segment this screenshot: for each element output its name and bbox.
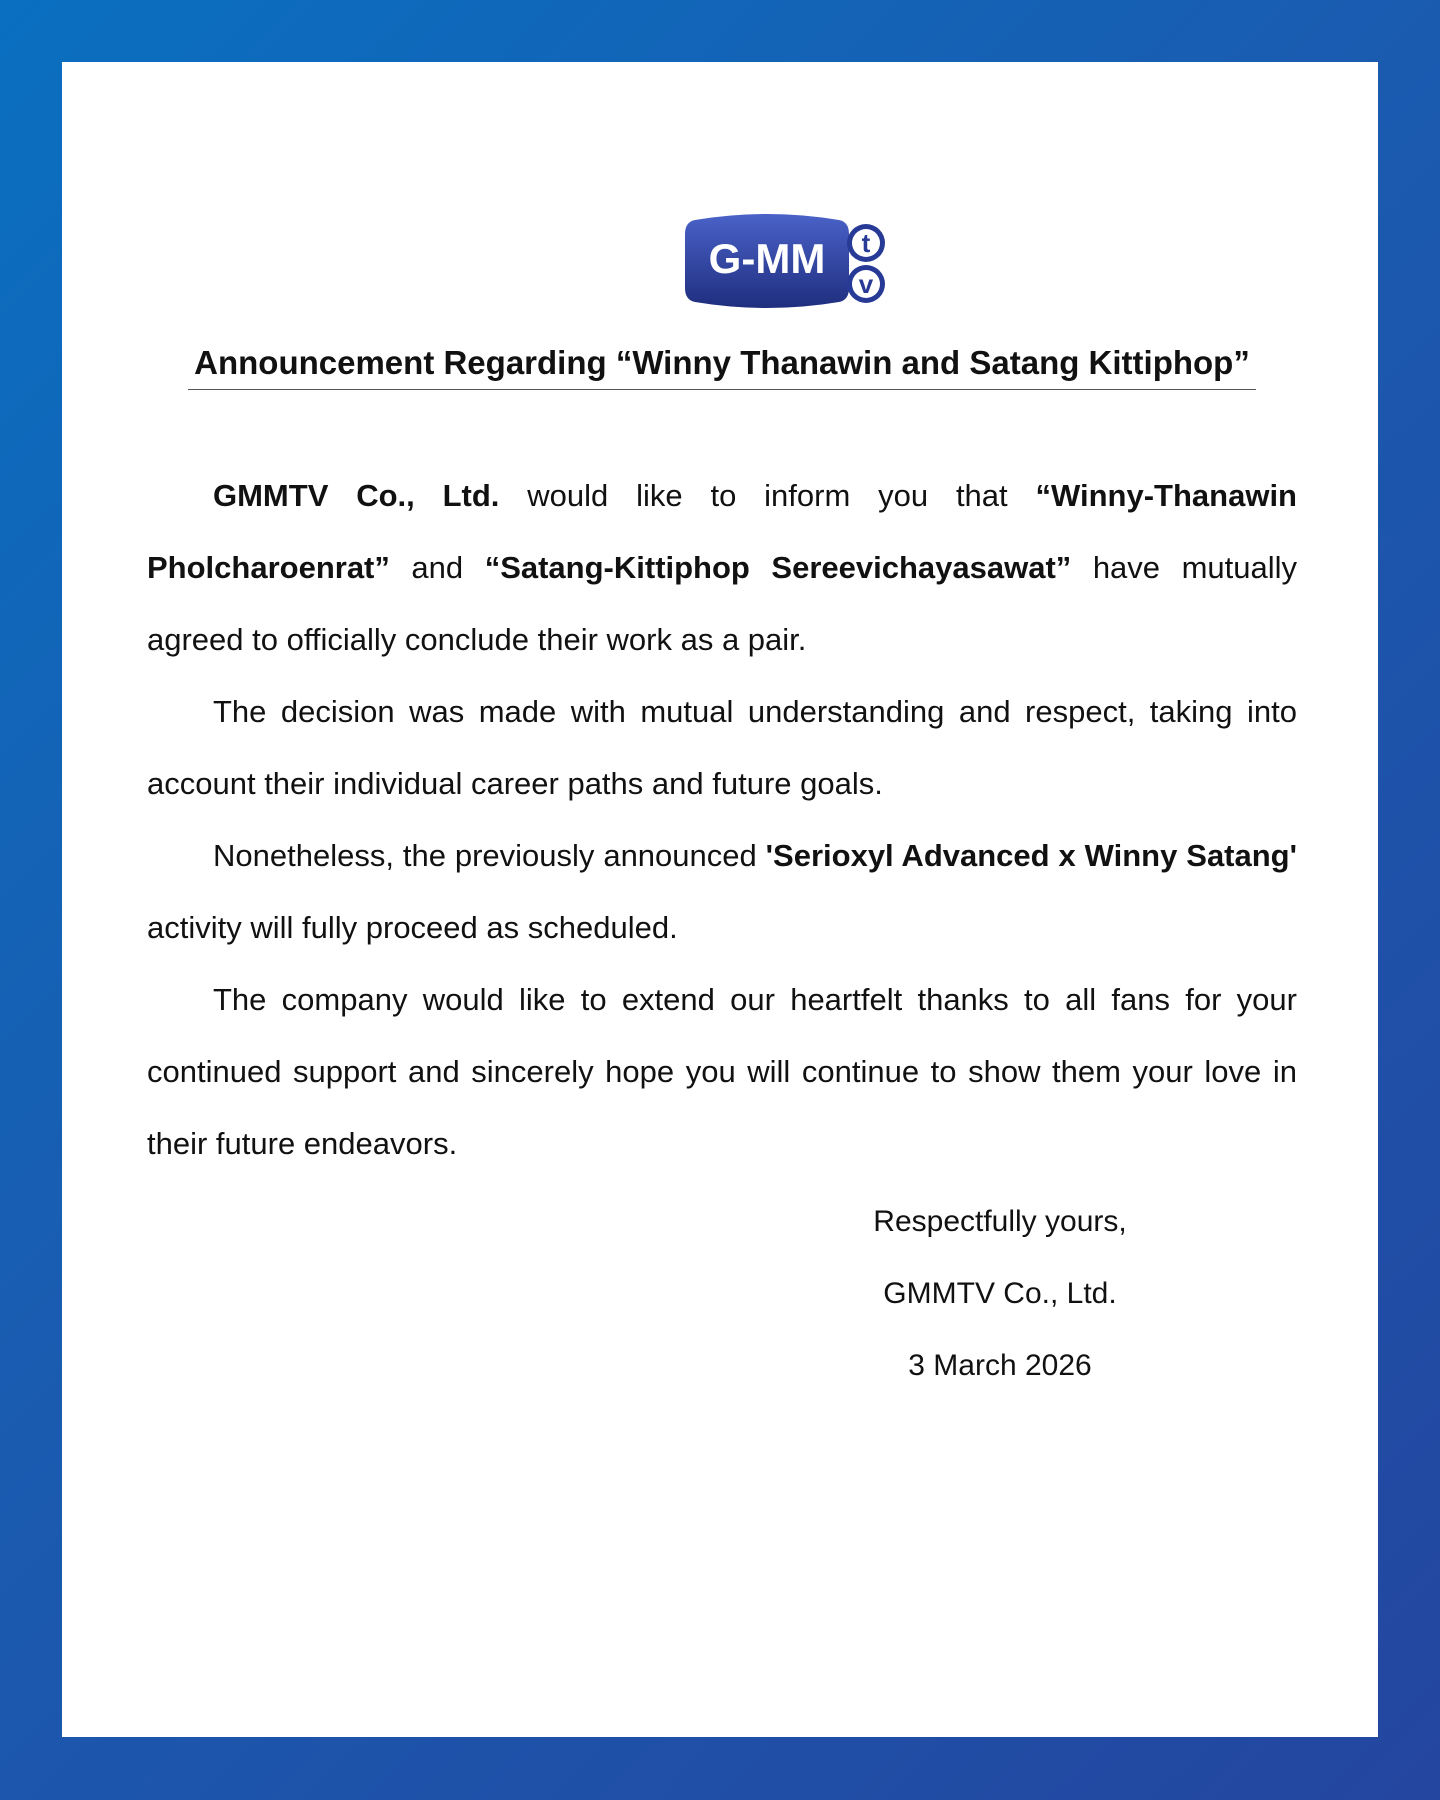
signature-date: 3 March 2026 xyxy=(908,1349,1092,1382)
paragraph-4: The company would like to extend our heartfelt thanks to all fans for your continued support and sincerely hope you will continue to show them your love in their future endeavors. xyxy=(147,982,1297,1161)
closing-line: Respectfully yours, xyxy=(873,1205,1127,1238)
signature-block xyxy=(800,1186,1200,1402)
gmmtv-logo-graphic xyxy=(685,210,890,320)
signature-company: GMMTV Co., Ltd. xyxy=(883,1277,1117,1310)
paragraph-3-text-2: activity will fully proceed as scheduled. xyxy=(147,910,678,945)
announcement-body xyxy=(147,460,1297,1180)
person-name-winny: “Winny-Thanawin Pholcharoenrat” xyxy=(147,478,1297,585)
paragraph-1-text-2: and xyxy=(389,550,485,585)
paragraph-2: The decision was made with mutual understanding and respect, taking into account their individual career paths and future goals. xyxy=(147,694,1297,801)
gmmtv-logo xyxy=(685,210,890,320)
logo-text: G-MM xyxy=(708,235,826,282)
announcement-title: Announcement Regarding “Winny Thanawin and Satang Kittiphop” xyxy=(188,339,1256,390)
paragraph-3 xyxy=(147,820,1297,964)
person-name-satang: “Satang-Kittiphop Sereevichayasawat” xyxy=(484,550,1072,585)
logo-tv-letter-t: t xyxy=(861,228,871,258)
activity-name: 'Serioxyl Advanced x Winny Satang' xyxy=(765,838,1297,873)
paragraph-1-text-3: have mutually agreed to officially conclude their work as a pair. xyxy=(147,550,1297,657)
paragraph-1 xyxy=(147,460,1297,676)
paragraph-1-text-1: would like to inform you that xyxy=(499,478,1036,513)
logo-tv-letter-v: v xyxy=(858,269,874,299)
paragraph-3-text-1: Nonetheless, the previously announced xyxy=(213,838,766,873)
company-name-bold: GMMTV Co., Ltd. xyxy=(213,478,500,513)
